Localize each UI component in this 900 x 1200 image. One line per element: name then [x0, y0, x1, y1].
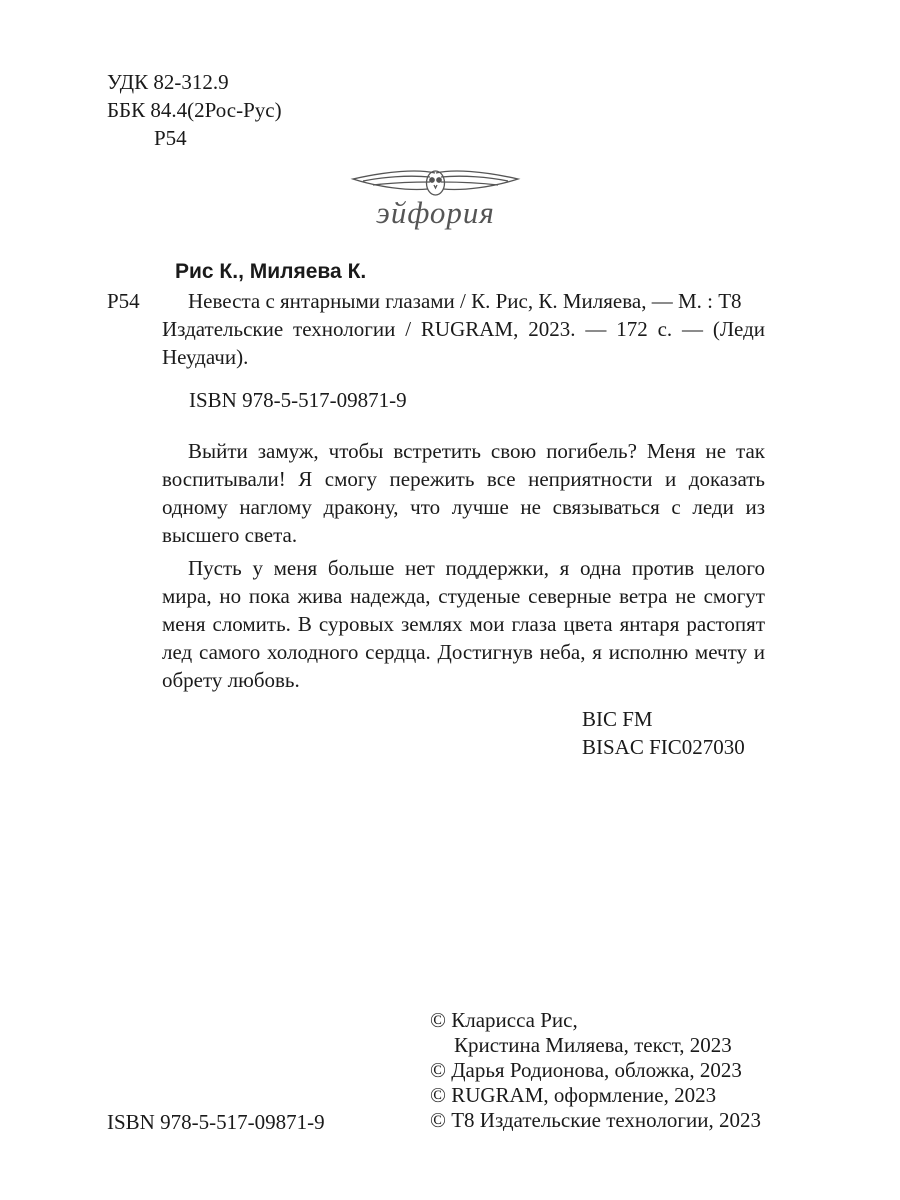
subject-codes — [582, 705, 745, 761]
authors-heading: Рис К., Миляева К. — [175, 260, 367, 283]
isbn: ISBN 978-5-517-09871-9 — [189, 388, 407, 412]
record-cutter: Р54 — [107, 289, 140, 313]
publisher-logo — [348, 165, 523, 235]
copyright-line: Кристина Миляева, текст, 2023 — [454, 1033, 732, 1057]
logo-text: эйфория — [376, 195, 495, 230]
annotation-paragraph-2: Пусть у меня больше нет поддержки, я одна против целого мира, но пока жива надежда, студеные северные ветра не смогут меня сломить. В суровых землях мои глаза цвета янтаря растопят лед самого холодного сердца. Достигнув неба, я исполню мечту и обрету любовь. — [162, 556, 765, 692]
bibliographic-record — [162, 287, 765, 371]
classification-block — [107, 68, 282, 152]
annotation — [162, 437, 765, 699]
copyright-line: © Кларисса Рис, — [430, 1008, 578, 1032]
record-line-1: Невеста с янтарными глазами / К. Рис, К. Миляева, — М. : Т8 — [188, 289, 742, 313]
udk-code: УДК 82-312.9 — [107, 70, 229, 94]
bic-code: BIC FM — [582, 707, 653, 731]
footer-isbn: ISBN 978-5-517-09871-9 — [107, 1110, 325, 1134]
copyright-line: © Т8 Издательские технологии, 2023 — [430, 1108, 761, 1132]
cutter-code: Р54 — [154, 126, 187, 150]
record-line-3: Неудачи). — [162, 345, 249, 369]
bbk-code: ББК 84.4(2Рос-Рус) — [107, 98, 282, 122]
bisac-code: BISAC FIC027030 — [582, 735, 745, 759]
copyright-block — [430, 1008, 761, 1133]
annotation-paragraph-1: Выйти замуж, чтобы встретить свою погибель? Меня не так воспитывали! Я смогу пережить все неприятности и доказать одному наглому дракону, что лучше не связываться с леди из высшего света. — [162, 439, 765, 547]
record-line-2: Издательские технологии / RUGRAM, 2023. — 172 с. — (Леди — [162, 317, 765, 341]
copyright-line: © RUGRAM, оформление, 2023 — [430, 1083, 717, 1107]
copyright-line: © Дарья Родионова, обложка, 2023 — [430, 1058, 742, 1082]
